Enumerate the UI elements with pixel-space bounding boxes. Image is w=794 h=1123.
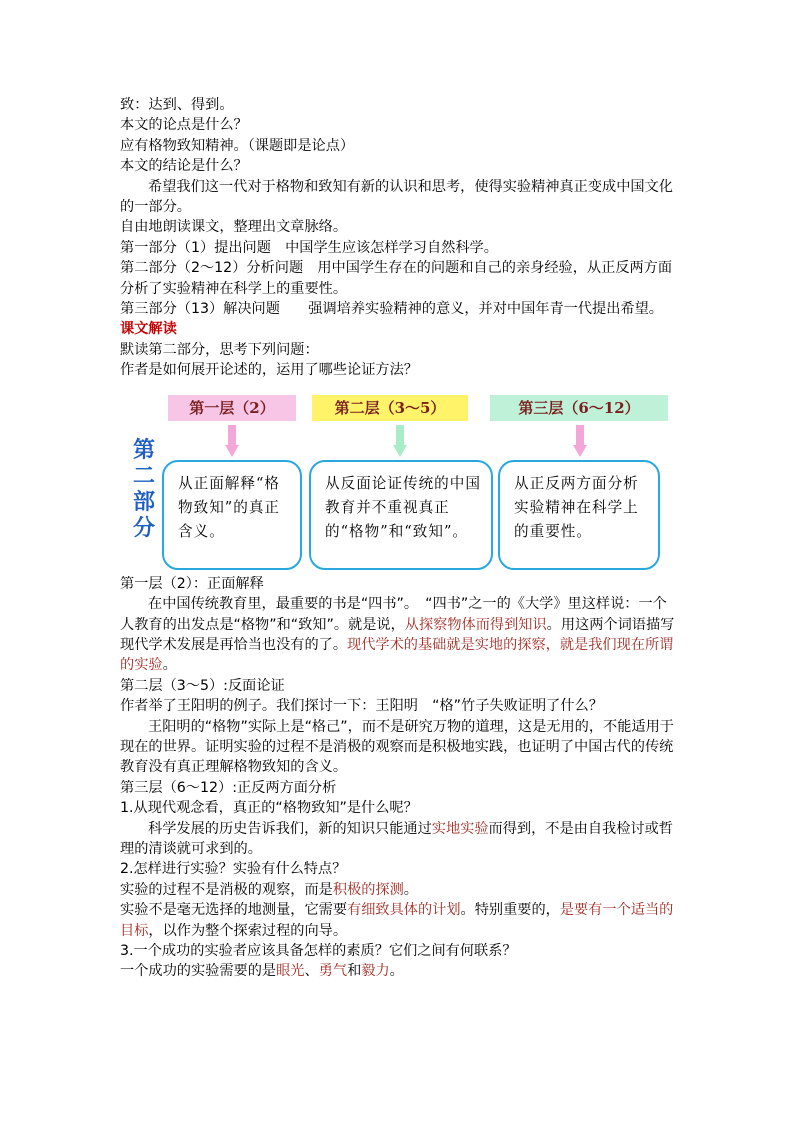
paragraph-text: 。: [162, 657, 177, 674]
layer-one-tab: 第一层（2）: [168, 395, 296, 421]
document-body: [120, 95, 676, 982]
part-two-line: 第二部分（2～12）分析问题 用中国学生存在的问题和自己的亲身经验，从正反两方面分析了实验精神在科学上的重要性。: [120, 260, 673, 297]
paragraph-text: 一个成功的实验需要的是: [120, 963, 277, 980]
key-phrase: 有细致具体的计划: [347, 902, 461, 919]
layer-two-tab: 第二层（3～5）: [312, 395, 468, 421]
key-phrase: 现代学术的基础就是实地的探察，就是我们现在所谓的实验: [120, 636, 674, 674]
key-phrase: 实地实验: [431, 820, 489, 837]
layer-two-question: 作者举了王阳明的例子。我们探讨一下：王阳明 “格”竹子失败证明了什么？: [120, 698, 603, 715]
question-line: 本文的结论是什么？: [120, 158, 248, 175]
key-phrase: 积极的探测: [332, 881, 404, 898]
layer-one-heading: 第一层（2）：正面解释: [120, 575, 264, 592]
text-line: 致：达到、得到。: [120, 97, 234, 113]
paragraph-text: 、: [304, 963, 319, 980]
key-phrase: 从探察物体而得到知识: [404, 616, 547, 633]
paragraph-text: 。特别重要的，: [460, 902, 560, 919]
answer-one: [120, 819, 676, 860]
down-arrow-icon: [393, 425, 407, 457]
question-one: 1.从现代观念看，真正的“格物致知”是什么呢？: [120, 800, 418, 817]
paragraph-text: ，以作为整个探索过程的向导。: [148, 922, 348, 939]
down-arrow-icon: [573, 425, 587, 457]
key-phrase: 眼光: [276, 963, 305, 980]
text-line: 默读第二部分，思考下列问题：: [120, 341, 319, 358]
paragraph-text: 。: [389, 963, 404, 980]
layer-three-heading: 第三层（6～12）:正反两方面分析: [120, 779, 337, 796]
paragraph-text: 科学发展的历史告诉我们，新的知识只能通过: [148, 820, 432, 837]
layer-three-tab: 第三层（6～12）: [490, 395, 668, 421]
answer-two-b: [120, 900, 676, 941]
part-one-line: 第一部分（1）提出问题 中国学生应该怎样学习自然科学。: [120, 239, 498, 256]
part-three-line: 第三部分（13）解决问题 强调培养实验精神的意义，并对中国年青一代提出希望。: [120, 301, 663, 318]
down-arrow-icon: [225, 425, 239, 457]
text-line: 自由地朗读课文，整理出文章脉络。: [120, 219, 348, 236]
section-title: 课文解读: [120, 321, 177, 338]
diagram-side-label: 第二部分: [132, 436, 155, 541]
key-phrase: 是要有一个适当的目标: [120, 902, 674, 939]
answer-three: [120, 961, 676, 981]
answer-two: [120, 880, 676, 900]
answer-paragraph: 希望我们这一代对于格物和致知有新的认识和思考，使得实验精神真正变成中国文化的一部分。: [120, 178, 673, 216]
layer-two-paragraph: 王阳明的“格物”实际上是“格己”，而不是研究万物的道理，这是无用的，不能适用于现在的世界。证明实验的过程不是消极的观察而是积极地实践，也证明了中国古代的传统教育没有真正理解格物致知的含义。: [120, 718, 674, 776]
question-line: 作者是如何展开论述的，运用了哪些论证方法？: [120, 362, 418, 379]
paragraph-text: 。用这两个词语描写现代学术发展是再恰当也没有的了。: [120, 616, 675, 653]
paragraph-text: 实验的过程不是消极的观察，而是: [120, 881, 333, 898]
layer-two-box: 从反面论证传统的中国教育并不重视真正的“格物”和“致知”。: [309, 460, 493, 570]
paragraph-text: 和: [347, 963, 362, 980]
question-line: 本文的论点是什么？: [120, 117, 248, 134]
layer-two-heading: 第二层（3～5）:反面论证: [120, 677, 285, 694]
paragraph-text: 。: [403, 881, 418, 898]
question-three: 3.一个成功的实验者应该具备怎样的素质？它们之间有何联系？: [120, 943, 517, 959]
structure-diagram: [120, 387, 676, 572]
paragraph-text: 在中国传统教育里，最重要的书是“四书”。 “四书”之一的《大学》里这样说：一个人教育的出发点是“格物”和“致知”。就是说，: [120, 596, 667, 633]
paragraph-text: 而得到，不是由自我检讨或哲理的清谈就可求到的。: [120, 820, 673, 857]
question-two: 2.怎样进行实验？实验有什么特点？: [120, 861, 347, 878]
key-phrase: 勇气: [318, 963, 348, 980]
layer-one-box: 从正面解释“格物致知”的真正含义。: [162, 460, 302, 570]
layer-three-box: 从正反两方面分析实验精神在科学上的重要性。: [498, 460, 660, 570]
layer-one-paragraph: [120, 594, 676, 676]
answer-line: 应有格物致知精神。（课题即是论点）: [120, 137, 355, 154]
paragraph-text: 实验不是毫无选择的地测量，它需要: [120, 902, 348, 919]
key-phrase: 毅力: [361, 963, 390, 980]
